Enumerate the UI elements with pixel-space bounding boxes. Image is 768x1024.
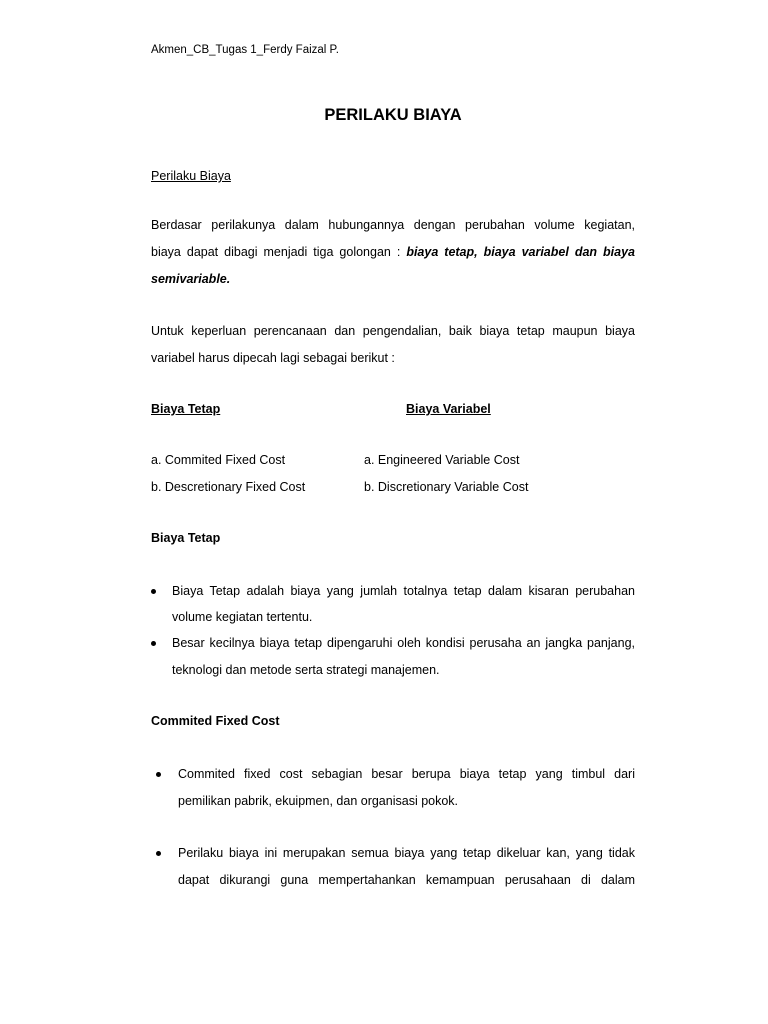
biaya-tetap-bullet-1-line-2: volume kegiatan tertentu. [172,610,313,624]
variable-cost-item-a: a. Engineered Variable Cost [364,453,520,467]
commited-bullet-2-line-1: Perilaku biaya ini merupakan semua biaya yang tetap dikeluar kan, yang tidak [178,846,635,860]
section-heading-biaya-tetap: Biaya Tetap [151,531,221,545]
paragraph-1-plain-text: biaya dapat dibagi menjadi tiga golongan : [151,245,407,259]
running-header: Akmen_CB_Tugas 1_Ferdy Faizal P. [151,44,339,56]
section-heading-perilaku-biaya: Perilaku Biaya [151,169,231,183]
section-heading-commited-fixed-cost: Commited Fixed Cost [151,714,280,728]
bullet-icon [156,851,161,856]
paragraph-1-line-3: semivariable. [151,272,231,286]
paragraph-1-line-1: Berdasar perilakunya dalam hubungannya dengan perubahan volume kegiatan, [151,218,635,232]
paragraph-1-emphasis: biaya tetap, biaya variabel dan biaya [406,245,635,259]
fixed-cost-item-b: b. Descretionary Fixed Cost [151,480,306,494]
commited-bullet-1-line-1: Commited fixed cost sebagian besar berupa biaya tetap yang timbul dari [178,767,635,781]
biaya-tetap-bullet-2-line-2: teknologi dan metode serta strategi manajemen. [172,663,440,677]
variable-cost-item-b: b. Discretionary Variable Cost [364,480,529,494]
bullet-icon [151,589,156,594]
bullet-icon [156,772,161,777]
biaya-tetap-bullet-1-line-1: Biaya Tetap adalah biaya yang jumlah totalnya tetap dalam kisaran perubahan [172,584,635,598]
fixed-cost-item-a: a. Commited Fixed Cost [151,453,286,467]
column-heading-biaya-tetap: Biaya Tetap [151,402,221,416]
column-heading-biaya-variabel: Biaya Variabel [406,402,491,416]
document-title: PERILAKU BIAYA [324,106,462,124]
paragraph-2-line-2: variabel harus dipecah lagi sebagai berikut : [151,351,395,365]
paragraph-1-line-2 [151,244,635,260]
bullet-icon [151,641,156,646]
commited-bullet-1-line-2: pemilikan pabrik, ekuipmen, dan organisasi pokok. [178,794,459,808]
paragraph-2-line-1: Untuk keperluan perencanaan dan pengendalian, baik biaya tetap maupun biaya [151,324,635,338]
biaya-tetap-bullet-2-line-1: Besar kecilnya biaya tetap dipengaruhi oleh kondisi perusaha an jangka panjang, [172,636,635,650]
commited-bullet-2-line-2: dapat dikurangi guna mempertahankan kemampuan perusahaan di dalam [178,873,635,887]
